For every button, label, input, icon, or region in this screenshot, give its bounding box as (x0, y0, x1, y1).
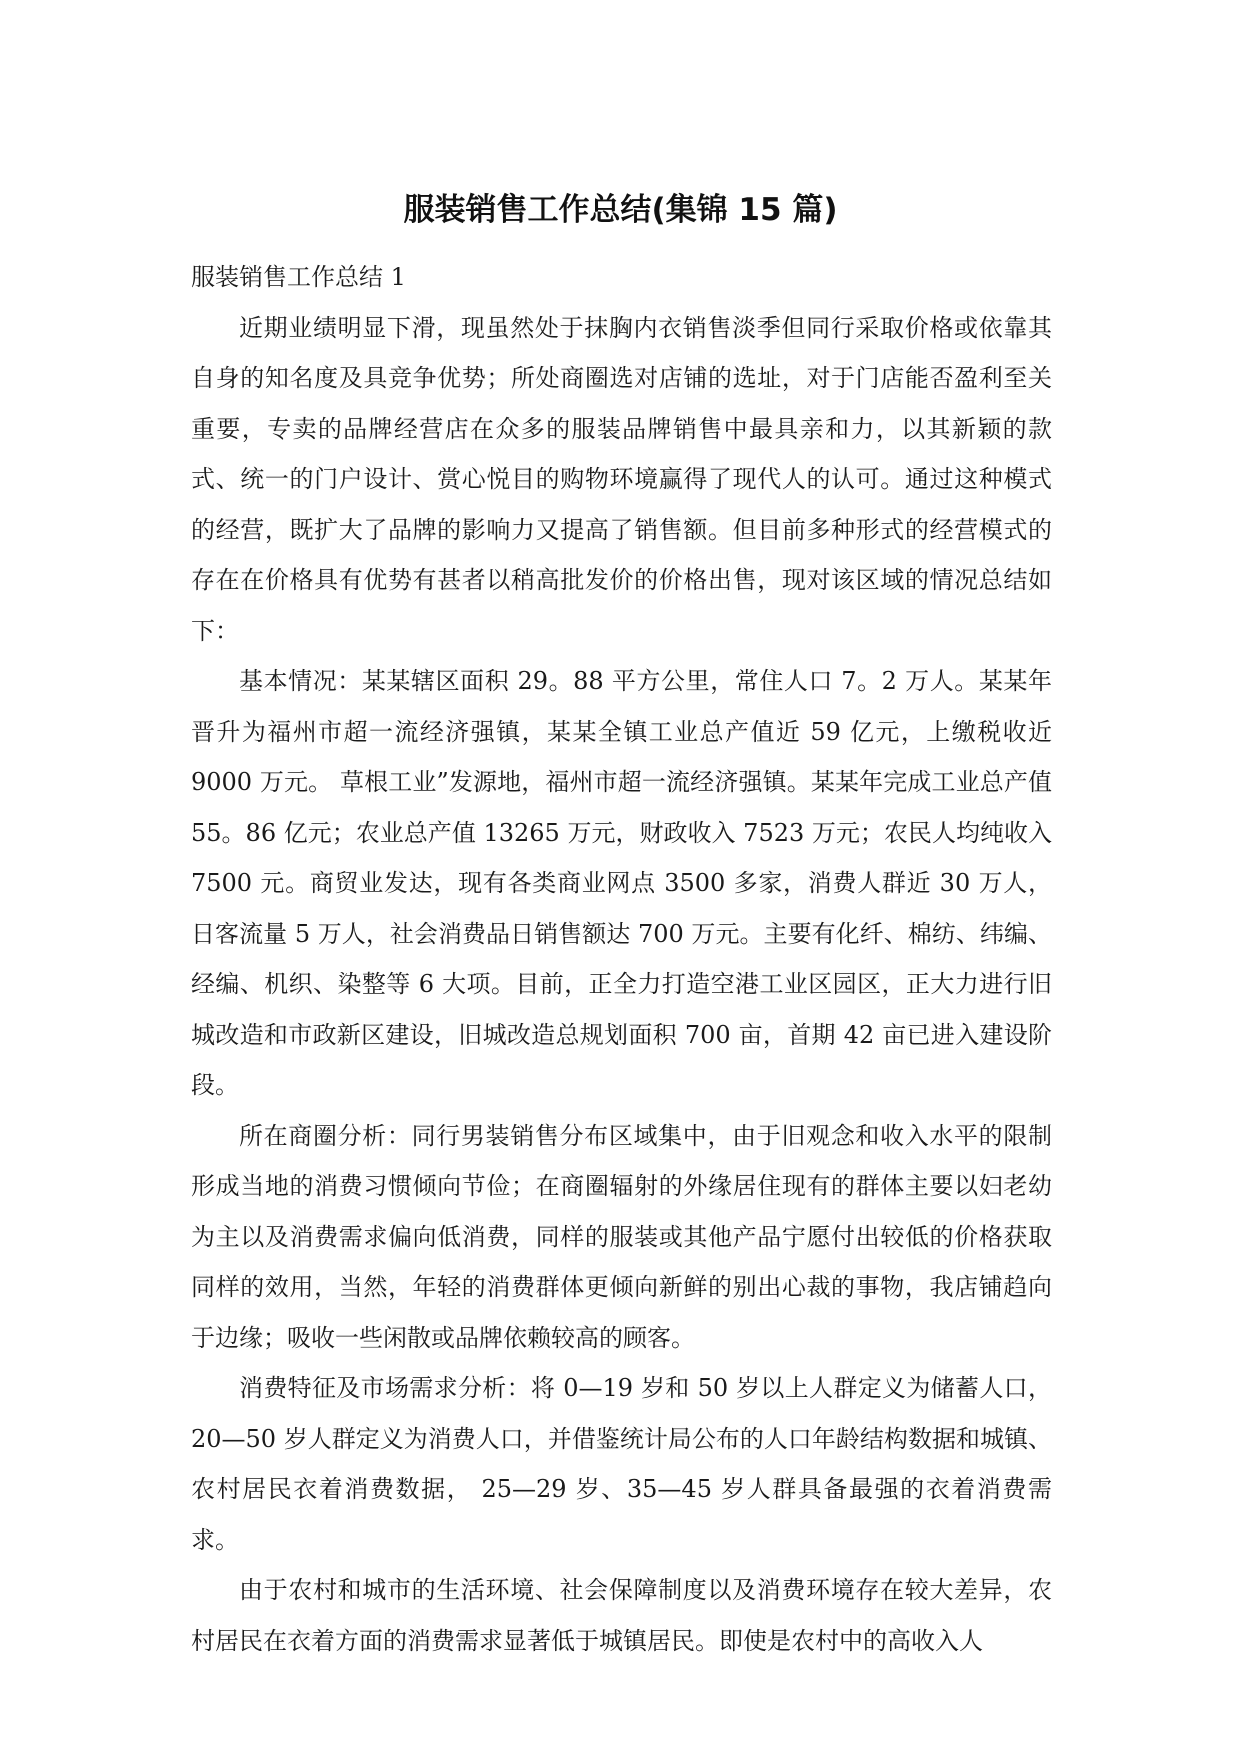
paragraph-basic-situation: 基本情况：某某辖区面积 29。88 平方公里，常住人口 7。2 万人。某某年晋升为福州市超一流经济强镇，某某全镇工业总产值近 59 亿元，上缴税收近 9000 万元。 草根工业”发源地，福州市超一流经济强镇。某某年完成工业总产值 55。86 亿元；农业总产值 13265 万元，财政收入 7523 万元；农民人均纯收入 7500 元。商贸业发达，现有各类商业网点 3500 多家，消费人群近 30 万人，日客流量 5 万人，社会消费品日销售额达 700 万元。主要有化纤、棉纺、纬编、经编、机织、染整等 6 大项。目前，正全力打造空港工业区园区，正大力进行旧城改造和市政新区建设，旧城改造总规划面积 700 亩，首期 42 亩已进入建设阶段。 (191, 667, 1052, 1099)
document-body (191, 252, 1052, 1666)
paragraph-urban-rural-difference: 由于农村和城市的生活环境、社会保障制度以及消费环境存在较大差异，农村居民在衣着方面的消费需求显著低于城镇居民。即使是农村中的高收入人 (191, 1576, 1052, 1655)
paragraph-trade-area-analysis: 所在商圈分析：同行男装销售分布区域集中，由于旧观念和收入水平的限制形成当地的消费习惯倾向节俭；在商圈辐射的外缘居住现有的群体主要以妇老幼为主以及消费需求偏向低消费，同样的服装或其他产品宁愿付出较低的价格获取同样的效用，当然，年轻的消费群体更倾向新鲜的别出心裁的事物，我店铺趋向于边缘；吸收一些闲散或品牌依赖较高的顾客。 (191, 1121, 1052, 1352)
paragraph-intro: 近期业绩明显下滑，现虽然处于抹胸内衣销售淡季但同行采取价格或依靠其自身的知名度及具竞争优势；所处商圈选对店铺的选址，对于门店能否盈利至关重要，专卖的品牌经营店在众多的服装品牌销售中最具亲和力，以其新颖的款式、统一的门户设计、赏心悦目的购物环境赢得了现代人的认可。通过这种模式的经营，既扩大了品牌的影响力又提高了销售额。但目前多种形式的经营模式的存在在价格具有优势有甚者以稍高批发价的价格出售，现对该区域的情况总结如下： (191, 313, 1052, 645)
section-heading: 服装销售工作总结 1 (191, 263, 406, 291)
document-title: 服装销售工作总结(集锦 15 篇) (403, 192, 838, 228)
paragraph-consumer-demand-analysis: 消费特征及市场需求分析：将 0—19 岁和 50 岁以上人群定义为储蓄人口，20—50 岁人群定义为消费人口，并借鉴统计局公布的人口年龄结构数据和城镇、农村居民衣着消费数据， 25—29 岁、35—45 岁人群具备最强的衣着消费需求。 (191, 1374, 1052, 1554)
